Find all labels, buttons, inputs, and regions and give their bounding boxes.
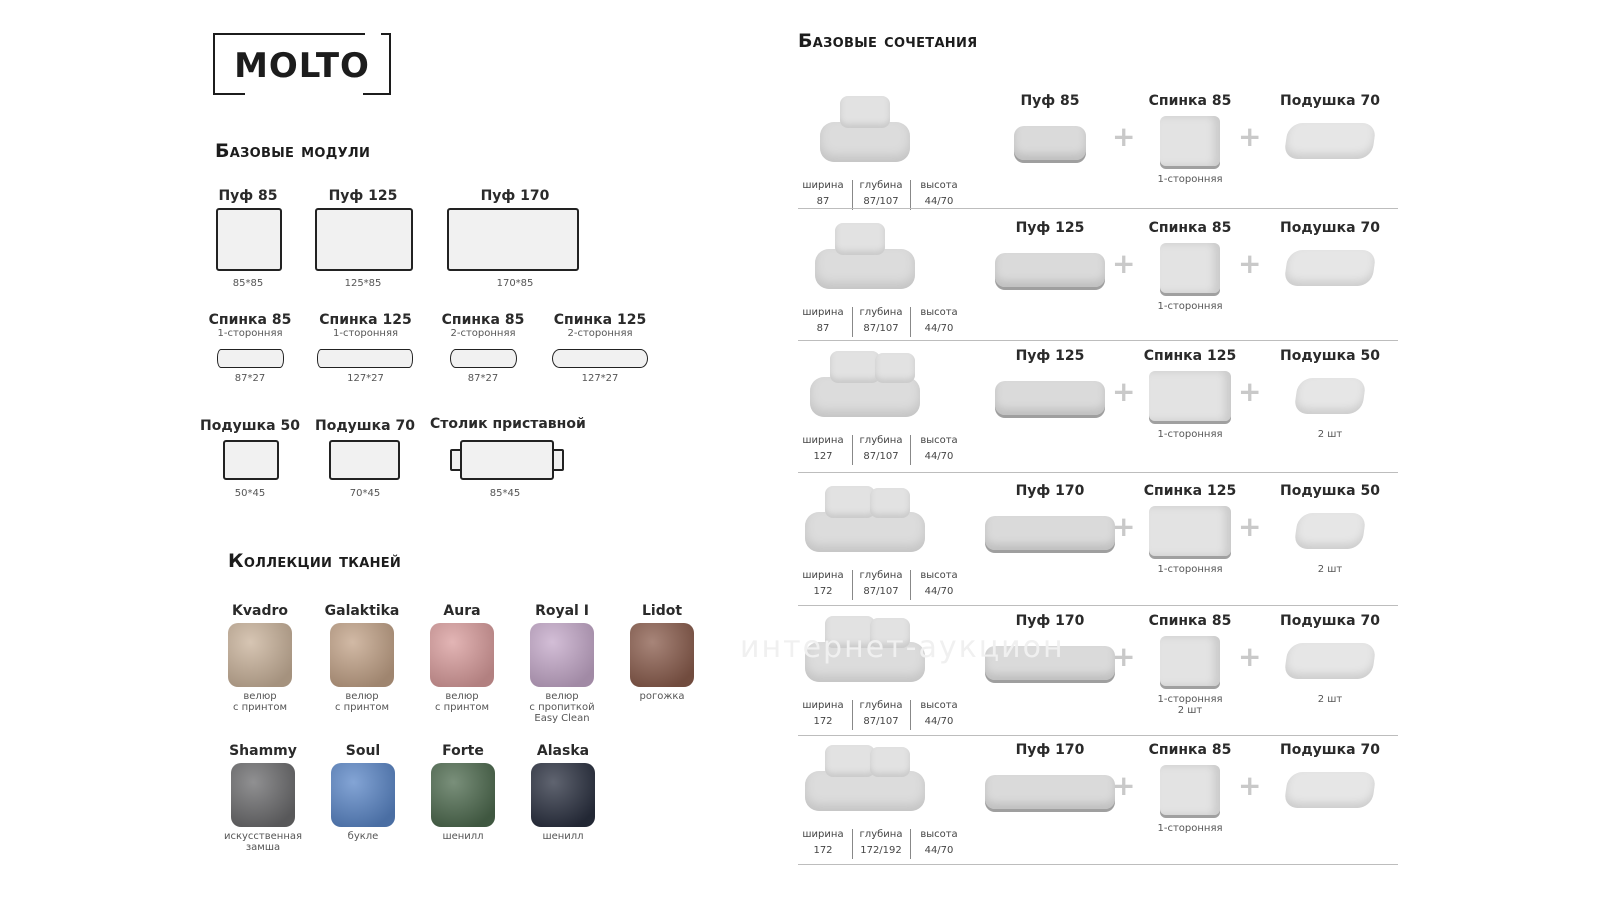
spec-label: ширина [802, 435, 844, 446]
module-size: 125*85 [344, 278, 382, 289]
sofa-pillow [825, 745, 875, 777]
fabric-description: искусственная замша [223, 831, 303, 853]
module-shape-puf85 [216, 208, 282, 271]
combo-back-sub: 1-сторонняя [1157, 823, 1223, 834]
combo-back-sub: 1-сторонняя [1157, 429, 1223, 440]
module-size: 170*85 [496, 278, 534, 289]
combo-cushion-label: Подушка 70 [1280, 742, 1380, 758]
plus-icon: + [1238, 640, 1262, 673]
module-size: 127*27 [347, 373, 384, 384]
combo-back-image [1160, 116, 1220, 166]
combo-cushion-image [1293, 513, 1366, 549]
combo-back-image [1160, 243, 1220, 293]
spec-label: высота [920, 829, 958, 840]
module-sub: 1-сторонняя [217, 328, 283, 339]
spec-value: 87/107 [863, 196, 899, 207]
combo-puf-label: Пуф 125 [1015, 348, 1085, 364]
combo-puf-label: Пуф 85 [1020, 93, 1080, 109]
spec-value: 44/70 [924, 323, 954, 334]
combo-puf-label: Пуф 170 [1015, 483, 1085, 499]
fabric-description: велюр с пропиткой Easy Clean [529, 691, 595, 724]
module-shape-puf170 [447, 208, 579, 271]
spec-value: 172 [813, 586, 833, 597]
module-shape-back125-2side [552, 349, 648, 368]
sofa-pillow [870, 488, 910, 518]
combo-cushion-label: Подушка 50 [1280, 483, 1380, 499]
combo-back-sub: 1-сторонняя [1157, 301, 1223, 312]
module-size: 85*45 [489, 488, 521, 499]
combo-cushion-sub: 2 шт [1317, 429, 1343, 440]
spec-label: ширина [802, 700, 844, 711]
spec-divider [852, 435, 853, 465]
spec-divider [852, 570, 853, 600]
fabric-description: шенилл [442, 831, 484, 842]
combo-back-label: Спинка 85 [1148, 220, 1232, 236]
sofa-pillow [875, 353, 915, 383]
plus-icon: + [1238, 769, 1262, 802]
module-name: Столик приставной [430, 416, 586, 432]
combo-back-label: Спинка 85 [1148, 742, 1232, 758]
combo-puf-image [1014, 126, 1086, 160]
fabric-swatch [228, 623, 292, 687]
module-name: Пуф 170 [480, 188, 550, 204]
module-shape-cushion50 [223, 440, 279, 480]
fabric-name: Galaktika [324, 603, 400, 619]
module-shape-back125 [317, 349, 413, 368]
combo-back-sub: 1-сторонняя [1157, 174, 1223, 185]
module-name: Спинка 85 [208, 312, 292, 328]
combo-cushion-label: Подушка 70 [1280, 220, 1380, 236]
fabric-swatch [231, 763, 295, 827]
plus-icon: + [1238, 120, 1262, 153]
combo-cushion-image [1283, 772, 1376, 808]
module-name: Пуф 85 [218, 188, 278, 204]
spec-value: 127 [813, 451, 833, 462]
sofa-pillow [830, 351, 880, 383]
combo-cushion-label: Подушка 70 [1280, 93, 1380, 109]
fabric-description: велюр с принтом [232, 691, 288, 713]
module-name: Подушка 50 [200, 418, 300, 434]
fabric-swatch [330, 623, 394, 687]
row-divider [798, 472, 1398, 473]
spec-divider [852, 700, 853, 730]
combo-puf-label: Пуф 125 [1015, 220, 1085, 236]
sofa-pillow [840, 96, 890, 128]
module-name: Спинка 85 [441, 312, 525, 328]
fabric-name: Soul [345, 743, 381, 759]
module-size: 50*45 [234, 488, 266, 499]
spec-divider [910, 435, 911, 465]
module-shape-side-table [460, 440, 554, 480]
spec-label: глубина [859, 570, 903, 581]
combo-back-image [1160, 636, 1220, 686]
brand-logo [213, 33, 391, 95]
sofa-pillow [835, 223, 885, 255]
spec-value: 87/107 [863, 451, 899, 462]
fabric-name: Forte [442, 743, 484, 759]
spec-value: 44/70 [924, 586, 954, 597]
spec-label: глубина [859, 700, 903, 711]
spec-divider [852, 307, 853, 337]
combo-cushion-sub: 2 шт [1317, 694, 1343, 705]
module-size: 87*27 [234, 373, 266, 384]
spec-label: высота [920, 570, 958, 581]
sofa-pillow [825, 486, 875, 518]
combo-back-image [1160, 765, 1220, 815]
fabric-swatch [331, 763, 395, 827]
fabric-swatch [530, 623, 594, 687]
spec-label: глубина [859, 829, 903, 840]
module-sub: 1-сторонняя [333, 328, 398, 339]
spec-value: 87/107 [863, 716, 899, 727]
module-name: Спинка 125 [553, 312, 647, 328]
sofa-pillow [870, 747, 910, 777]
module-shape-back85 [217, 349, 284, 368]
combo-cushion-image [1283, 643, 1376, 679]
row-divider [798, 340, 1398, 341]
module-sub: 2-сторонняя [450, 328, 516, 339]
module-shape-back85-2side [450, 349, 517, 368]
module-shape-cushion70 [329, 440, 400, 480]
combo-cushion-label: Подушка 70 [1280, 613, 1380, 629]
module-size: 127*27 [581, 373, 619, 384]
module-shape-puf125 [315, 208, 413, 271]
row-divider [798, 864, 1398, 865]
modules-title: Базовые модули [215, 140, 371, 162]
module-size: 87*27 [467, 373, 499, 384]
combo-cushion-image [1283, 123, 1376, 159]
spec-value: 44/70 [924, 196, 954, 207]
spec-divider [910, 307, 911, 337]
combo-puf-image [995, 253, 1105, 287]
spec-value: 172/192 [860, 845, 902, 856]
combo-cushion-image [1283, 250, 1376, 286]
combo-back-label: Спинка 125 [1143, 348, 1237, 364]
spec-value: 87 [816, 323, 830, 334]
plus-icon: + [1112, 120, 1136, 153]
fabric-name: Alaska [536, 743, 590, 759]
combo-puf-image [995, 381, 1105, 415]
spec-value: 172 [813, 845, 833, 856]
spec-divider [910, 570, 911, 600]
fabric-swatch [531, 763, 595, 827]
spec-label: ширина [802, 829, 844, 840]
spec-divider [910, 180, 911, 210]
row-divider [798, 208, 1398, 209]
fabric-swatch [630, 623, 694, 687]
spec-value: 44/70 [924, 845, 954, 856]
combo-back-label: Спинка 85 [1148, 93, 1232, 109]
plus-icon: + [1112, 375, 1136, 408]
fabric-name: Kvadro [232, 603, 288, 619]
spec-value: 172 [813, 716, 833, 727]
sofa-image [810, 377, 920, 417]
combo-back-sub: 1-сторонняя 2 шт [1157, 694, 1223, 716]
spec-label: глубина [859, 307, 903, 318]
row-divider [798, 735, 1398, 736]
plus-icon: + [1238, 247, 1262, 280]
plus-icon: + [1112, 510, 1136, 543]
combo-back-label: Спинка 85 [1148, 613, 1232, 629]
fabric-swatch [431, 763, 495, 827]
spec-label: ширина [802, 307, 844, 318]
spec-label: высота [920, 180, 958, 191]
combo-puf-image [985, 516, 1115, 550]
plus-icon: + [1238, 375, 1262, 408]
spec-label: высота [920, 700, 958, 711]
module-size: 70*45 [349, 488, 381, 499]
spec-divider [852, 829, 853, 859]
spec-value: 87/107 [863, 586, 899, 597]
spec-label: ширина [802, 180, 844, 191]
combo-puf-label: Пуф 170 [1015, 742, 1085, 758]
plus-icon: + [1112, 769, 1136, 802]
combo-back-label: Спинка 125 [1143, 483, 1237, 499]
fabric-description: шенилл [542, 831, 584, 842]
plus-icon: + [1238, 510, 1262, 543]
combo-cushion-sub: 2 шт [1317, 564, 1343, 575]
spec-value: 87 [816, 196, 830, 207]
spec-label: высота [920, 435, 958, 446]
module-size: 85*85 [232, 278, 264, 289]
combo-back-sub: 1-сторонняя [1157, 564, 1223, 575]
module-name: Спинка 125 [319, 312, 412, 328]
sofa-image [820, 122, 910, 162]
fabrics-title: Коллекции тканей [228, 550, 402, 572]
watermark-text: интернет-аукцион [740, 630, 1065, 665]
spec-label: высота [920, 307, 958, 318]
fabric-swatch [430, 623, 494, 687]
plus-icon: + [1112, 247, 1136, 280]
combos-title: Базовые сочетания [798, 30, 978, 52]
combo-back-image [1149, 506, 1231, 556]
combo-cushion-label: Подушка 50 [1280, 348, 1380, 364]
fabric-description: букле [347, 831, 379, 842]
module-name: Пуф 125 [328, 188, 398, 204]
combo-cushion-image [1293, 378, 1366, 414]
module-name: Подушка 70 [315, 418, 415, 434]
sofa-image [805, 771, 925, 811]
brand-logo-text: MOLTO [234, 46, 370, 86]
sofa-image [805, 512, 925, 552]
spec-value: 87/107 [863, 323, 899, 334]
fabric-description: велюр с принтом [434, 691, 490, 713]
combo-back-image [1149, 371, 1231, 421]
fabric-name: Royal I [535, 603, 589, 619]
spec-divider [852, 180, 853, 210]
fabric-description: велюр с принтом [334, 691, 390, 713]
spec-value: 44/70 [924, 451, 954, 462]
fabric-name: Shammy [229, 743, 297, 759]
spec-divider [910, 829, 911, 859]
fabric-description: рогожка [639, 691, 685, 702]
combo-puf-label: Пуф 170 [1015, 613, 1085, 629]
spec-label: глубина [859, 180, 903, 191]
spec-value: 44/70 [924, 716, 954, 727]
combo-puf-image [985, 775, 1115, 809]
plus-icon: + [1112, 640, 1136, 673]
fabric-name: Aura [443, 603, 481, 619]
spec-label: глубина [859, 435, 903, 446]
module-sub: 2-сторонняя [567, 328, 633, 339]
spec-divider [910, 700, 911, 730]
sofa-image [815, 249, 915, 289]
spec-label: ширина [802, 570, 844, 581]
fabric-name: Lidot [641, 603, 683, 619]
row-divider [798, 605, 1398, 606]
